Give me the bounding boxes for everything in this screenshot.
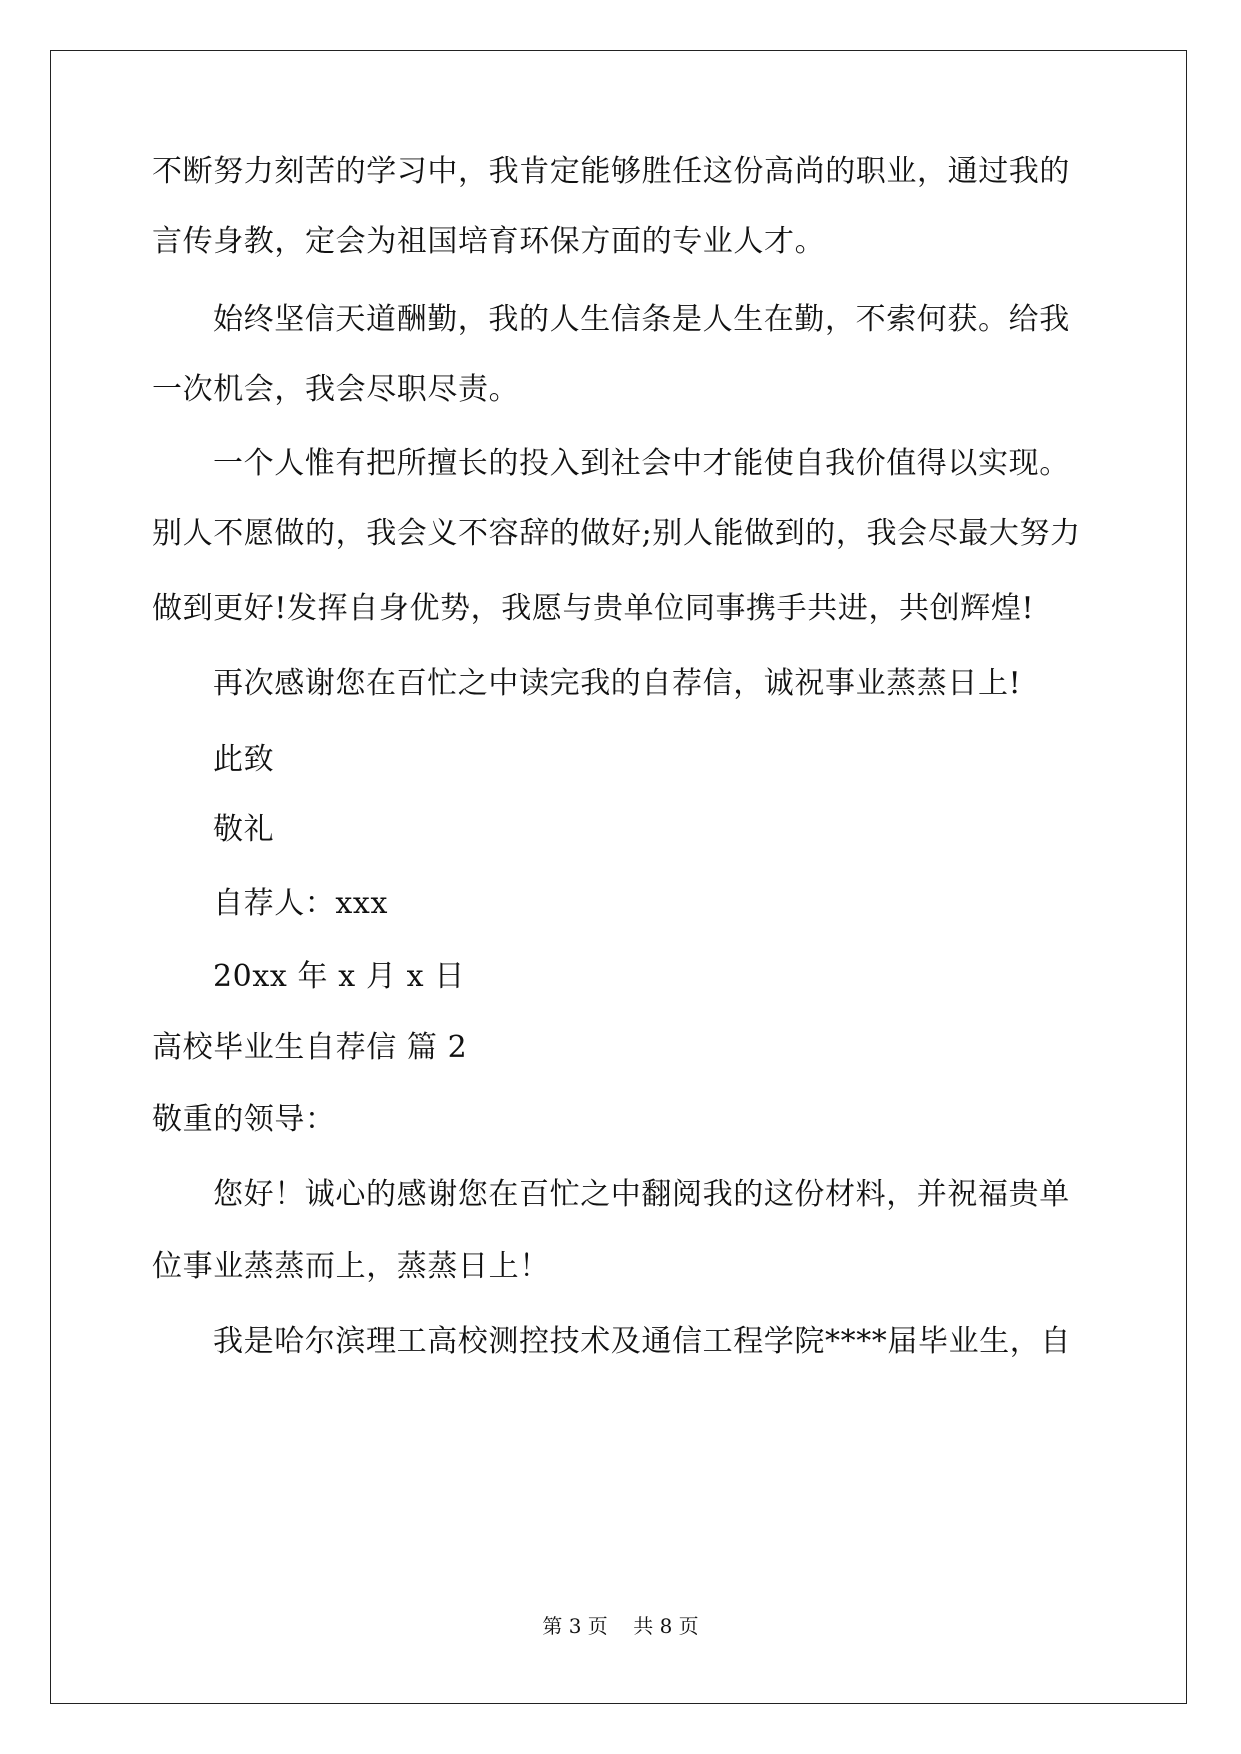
body-line: 言传身教，定会为祖国培育环保方面的专业人才。 bbox=[152, 224, 826, 259]
body-line: 再次感谢您在百忙之中读完我的自荐信，诚祝事业蒸蒸日上! bbox=[213, 666, 1022, 701]
signature-line: 自荐人：xxx bbox=[213, 886, 388, 921]
date-line: 20xx 年 x 月 x 日 bbox=[213, 959, 465, 994]
body-line: 一个人惟有把所擅长的投入到社会中才能使自我价值得以实现。 bbox=[213, 446, 1070, 481]
body-line: 不断努力刻苦的学习中，我肯定能够胜任这份高尚的职业，通过我的 bbox=[152, 154, 1070, 189]
body-line: 您好！诚心的感谢您在百忙之中翻阅我的这份材料，并祝福贵单 bbox=[213, 1177, 1070, 1212]
page-footer: 第 3 页 共 8 页 bbox=[542, 1614, 699, 1638]
closing-line: 此致 bbox=[213, 742, 275, 777]
closing-line: 敬礼 bbox=[213, 812, 275, 847]
salutation-line: 敬重的领导： bbox=[152, 1102, 336, 1137]
body-line: 始终坚信天道酬勤，我的人生信条是人生在勤，不索何获。给我 bbox=[213, 302, 1070, 337]
body-line: 别人不愿做的，我会义不容辞的做好;别人能做到的，我会尽最大努力 bbox=[152, 516, 1081, 551]
section-heading: 高校毕业生自荐信 篇 2 bbox=[152, 1030, 468, 1065]
body-line: 做到更好!发挥自身优势，我愿与贵单位同事携手共进，共创辉煌! bbox=[152, 591, 1035, 626]
body-line: 一次机会，我会尽职尽责。 bbox=[152, 372, 520, 407]
body-line: 位事业蒸蒸而上，蒸蒸日上！ bbox=[152, 1249, 550, 1284]
body-line: 我是哈尔滨理工高校测控技术及通信工程学院****届毕业生，自 bbox=[213, 1324, 1071, 1359]
page-border bbox=[50, 50, 1187, 1704]
